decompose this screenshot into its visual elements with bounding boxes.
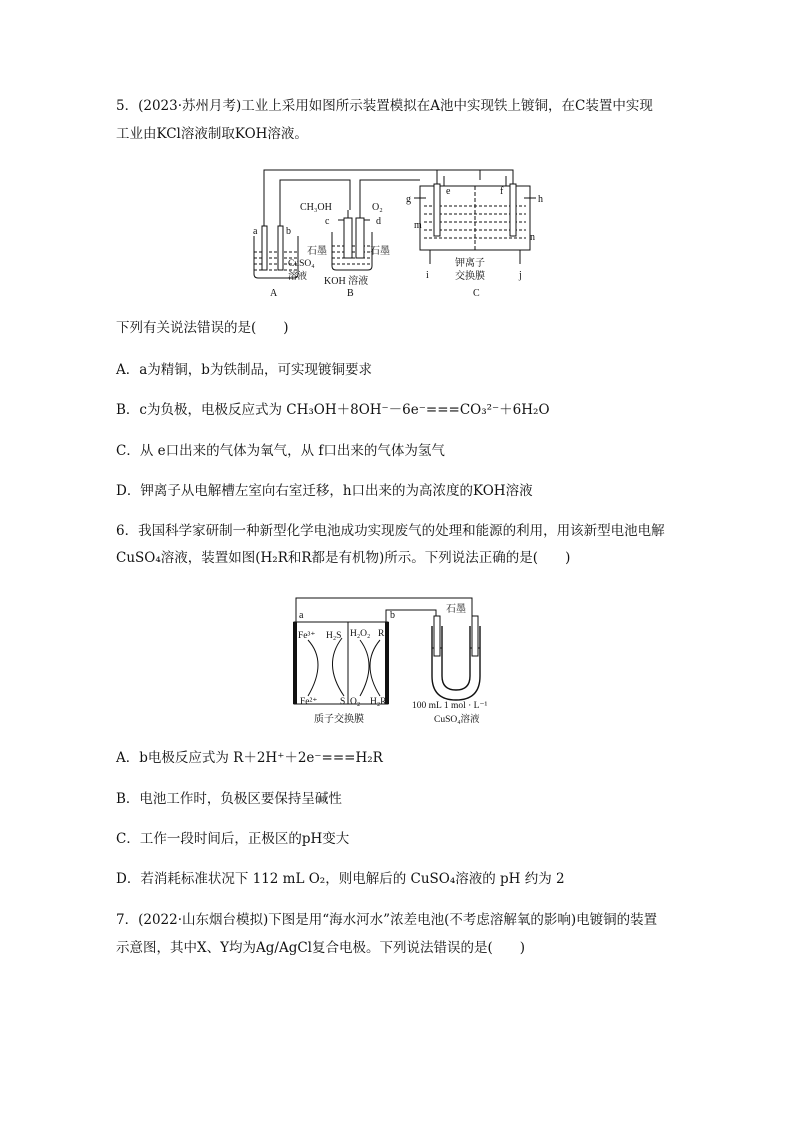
arrow-fe xyxy=(308,640,318,696)
fig6-label-fe2: Fe²⁺ xyxy=(300,697,318,707)
fig5-label-b: b xyxy=(286,226,291,237)
fig6-label-cuso4: CuSO₄溶液 xyxy=(434,715,480,725)
fig6-label-h2o2: H₂O₂ xyxy=(350,629,371,639)
fig5-label-koh: KOH 溶液 xyxy=(324,276,369,287)
fig6-label-r: R xyxy=(378,629,385,639)
fig5-label-membrane2: 交换膜 xyxy=(455,271,485,282)
fig5-label-n: n xyxy=(530,232,535,243)
q5-option-d: D．钾离子从电解槽左室向右室迁移，h口出来的为高浓度的KOH溶液 xyxy=(116,483,533,499)
fig6-label-b: b xyxy=(390,610,395,621)
q7-stem-line1: 7．(2022·山东烟台模拟)下图是用“海水河水”浓差电池(不考虑溶解氧的影响)电镀铜的装置 xyxy=(116,912,658,928)
q6-figure xyxy=(286,592,506,726)
fig5-label-graphite-right: 石墨 xyxy=(370,246,390,257)
fig5-label-cuso4: CuSO₄ xyxy=(288,259,315,269)
fig5-label-solution: 溶液 xyxy=(288,272,308,282)
fig5-label-j: j xyxy=(519,270,522,281)
fig6-label-h2r: H₂R xyxy=(370,697,387,707)
fig5-label-i: i xyxy=(426,270,429,281)
fig6-label-s: S xyxy=(340,697,346,707)
fig5-label-membrane1: 钾离子 xyxy=(455,258,485,269)
fig5-label-C: C xyxy=(473,288,480,299)
q5-option-c: C．从 e口出来的气体为氧气，从 f口出来的气体为氢气 xyxy=(116,443,445,459)
fig5-label-a: a xyxy=(253,226,258,237)
q5-question: 下列有关说法错误的是( ) xyxy=(116,320,289,336)
q6-option-c: C．工作一段时间后，正极区的pH变大 xyxy=(116,831,350,847)
fig5-label-o2: O₂ xyxy=(372,202,383,213)
q5-figure-svg xyxy=(240,166,560,302)
fig6-label-membrane: 质子交换膜 xyxy=(314,714,364,725)
q5-stem-line2: 工业由KCl溶液制取KOH溶液。 xyxy=(116,126,308,142)
fig5-label-graphite-left: 石墨 xyxy=(307,246,327,257)
fig5-label-m: m xyxy=(414,220,422,231)
fig5-label-c: c xyxy=(325,216,330,227)
q6-option-b: B．电池工作时，负极区要保持呈碱性 xyxy=(116,791,342,807)
q6-figure-svg xyxy=(286,592,506,726)
fig6-label-h2s: H₂S xyxy=(326,631,342,641)
fig5-label-B: B xyxy=(347,288,354,299)
q5-stem-line1: 5．(2023·苏州月考)工业上采用如图所示装置模拟在A池中实现铁上镀铜，在C装置中实现 xyxy=(116,98,653,114)
fig5-label-g: g xyxy=(406,194,411,205)
q6-stem-line2: CuSO₄溶液，装置如图(H₂R和R都是有机物)所示。下列说法正确的是( ) xyxy=(116,550,571,566)
fig6-label-fe3: Fe³⁺ xyxy=(298,631,316,641)
q5-figure xyxy=(240,166,560,302)
fig5-label-A: A xyxy=(270,288,278,299)
fig5-label-d: d xyxy=(376,216,381,227)
electrode-b xyxy=(278,226,283,270)
fig5-label-h: h xyxy=(538,194,543,205)
fig5-label-e: e xyxy=(446,186,451,197)
fig6-label-o2: O₂ xyxy=(350,697,361,707)
fig5-label-f: f xyxy=(500,186,504,197)
fig6-label-a: a xyxy=(299,610,304,621)
fig5-label-ch3oh: CH₃OH xyxy=(300,202,332,213)
q6-stem-line1: 6．我国科学家研制一种新型化学电池成功实现废气的处理和能源的利用，用该新型电池电解 xyxy=(116,523,665,539)
q5-option-b: B．c为负极，电极反应式为 CH₃OH＋8OH⁻－6e⁻===CO₃²⁻＋6H₂O xyxy=(116,402,550,418)
q5-option-a: A．a为精铜，b为铁制品，可实现镀铜要求 xyxy=(116,362,372,378)
electrode-a xyxy=(262,226,267,270)
q6-option-d: D．若消耗标准状况下 112 mL O₂，则电解后的 CuSO₄溶液的 pH 约为 2 xyxy=(116,871,565,887)
q7-stem-line2: 示意图，其中X、Y均为Ag/AgCl复合电极。下列说法错误的是( ) xyxy=(116,940,526,956)
fig6-label-graphite: 石墨 xyxy=(446,604,466,615)
q6-option-a: A．b电极反应式为 R＋2H⁺＋2e⁻===H₂R xyxy=(116,750,383,766)
fig6-label-conc: 100 mL 1 mol · L⁻¹ xyxy=(412,701,488,711)
